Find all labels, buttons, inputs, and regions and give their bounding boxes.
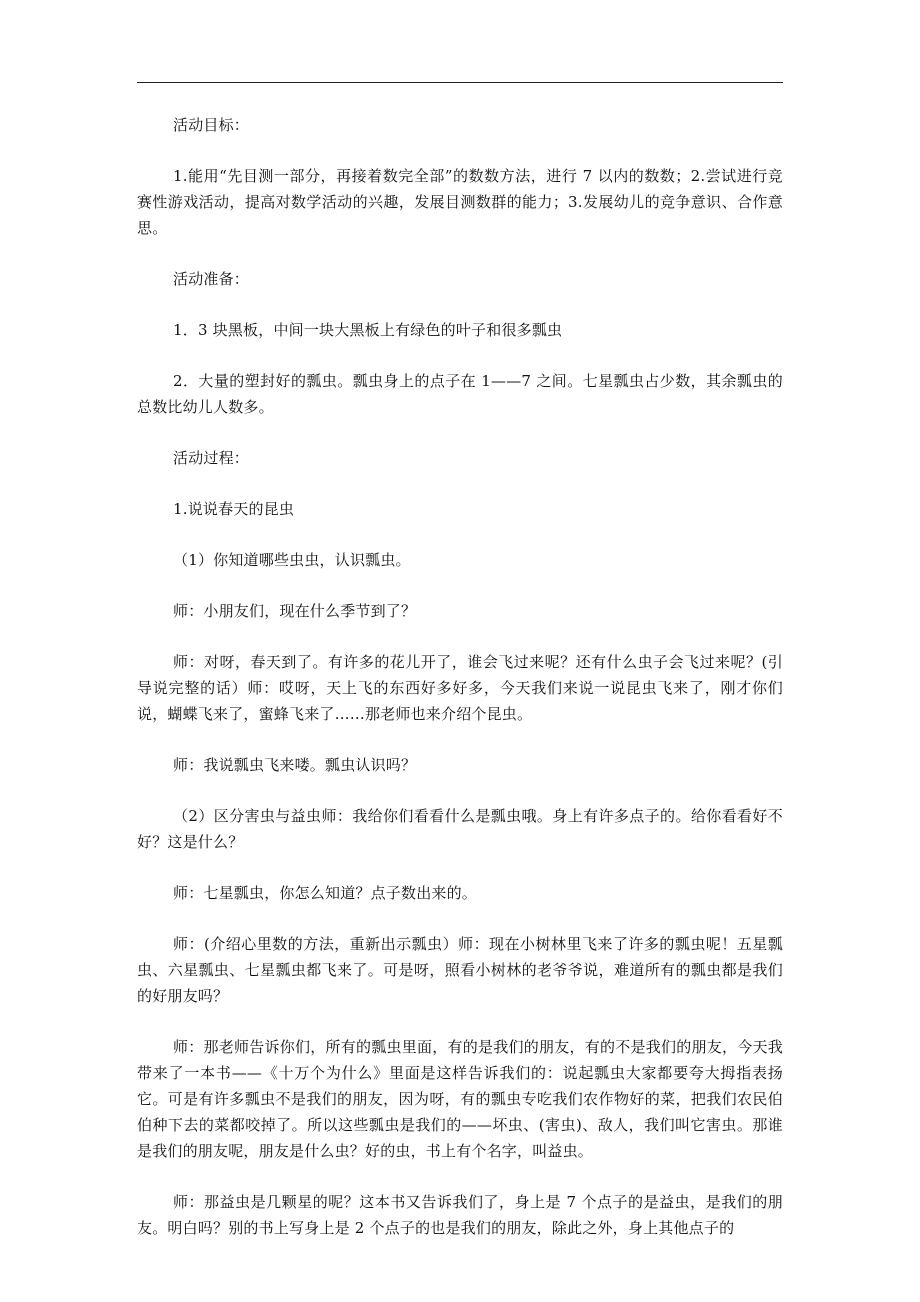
header-rule (137, 82, 783, 83)
document-body (137, 112, 783, 1266)
paragraph-dialogue-3: 师：我说瓢虫飞来喽。瓢虫认识吗？ (173, 756, 417, 774)
paragraph-dialogue-5: 师：(介绍心里数的方法，重新出示瓢虫）师：现在小树林里飞来了许多的瓢虫呢！五星瓢虫、六星瓢虫、七星瓢虫都飞来了。可是呀，照看小树林的老爷爷说，难道所有的瓢虫都是我们的好朋友吗？ (137, 935, 783, 1005)
paragraph-preparation-2: 2．大量的塑封好的瓢虫。瓢虫身上的点子在 1——7 之间。七星瓢虫占少数，其余瓢虫的总数比幼儿人数多。 (137, 372, 783, 416)
paragraph-process-sub-1: （1）你知道哪些虫虫，认识瓢虫。 (173, 551, 411, 569)
paragraph-dialogue-1: 师：小朋友们，现在什么季节到了？ (173, 602, 417, 620)
paragraph-goals: 1.能用“先目测一部分，再接着数完全部”的数数方法，进行 7 以内的数数；2.尝试进行竞赛性游戏活动，提高对数学活动的兴趣，发展目测数群的能力；3.发展幼儿的竞争意识、合作意思。 (137, 167, 783, 237)
paragraph-dialogue-6: 师：那老师告诉你们，所有的瓢虫里面，有的是我们的朋友，有的不是我们的朋友，今天我带来了一本书——《十万个为什么》里面是这样告诉我们的：说起瓢虫大家都要夸大拇指表扬它。可是有许多瓢虫不是我们的朋友，因为呀，有的瓢虫专吃我们农作物好的菜，把我们农民伯伯种下去的菜都咬掉了。所以这些瓢虫是我们的——坏虫、(害虫)、敌人，我们叫它害虫。那谁是我们的朋友呢，朋友是什么虫？好的虫，书上有个名字，叫益虫。 (137, 1038, 783, 1160)
paragraph-process-step-1: 1.说说春天的昆虫 (173, 500, 295, 518)
paragraph-dialogue-2: 师：对呀，春天到了。有许多的花儿开了，谁会飞过来呢？还有什么虫子会飞过来呢？(引导说完整的话）师：哎呀，天上飞的东西好多好多，今天我们来说一说昆虫飞来了，刚才你们说，蝴蝶飞来了，蜜蜂飞来了……那老师也来介绍个昆虫。 (137, 653, 783, 723)
heading-activity-preparation: 活动准备： (173, 270, 250, 288)
paragraph-process-sub-2: （2）区分害虫与益虫师：我给你们看看什么是瓢虫哦。身上有许多点子的。给你看看好不好？这是什么？ (137, 807, 783, 851)
paragraph-dialogue-7: 师：那益虫是几颗星的呢？这本书又告诉我们了，身上是 7 个点子的是益虫，是我们的朋友。明白吗？别的书上写身上是 2 个点子的也是我们的朋友，除此之外，身上其他点子的 (137, 1193, 783, 1237)
paragraph-dialogue-4: 师：七星瓢虫，你怎么知道？点子数出来的。 (173, 884, 478, 902)
heading-activity-goals: 活动目标： (173, 116, 250, 134)
heading-activity-process: 活动过程： (173, 449, 250, 467)
paragraph-preparation-1: 1．3 块黑板，中间一块大黑板上有绿色的叶子和很多瓢虫 (173, 321, 563, 339)
